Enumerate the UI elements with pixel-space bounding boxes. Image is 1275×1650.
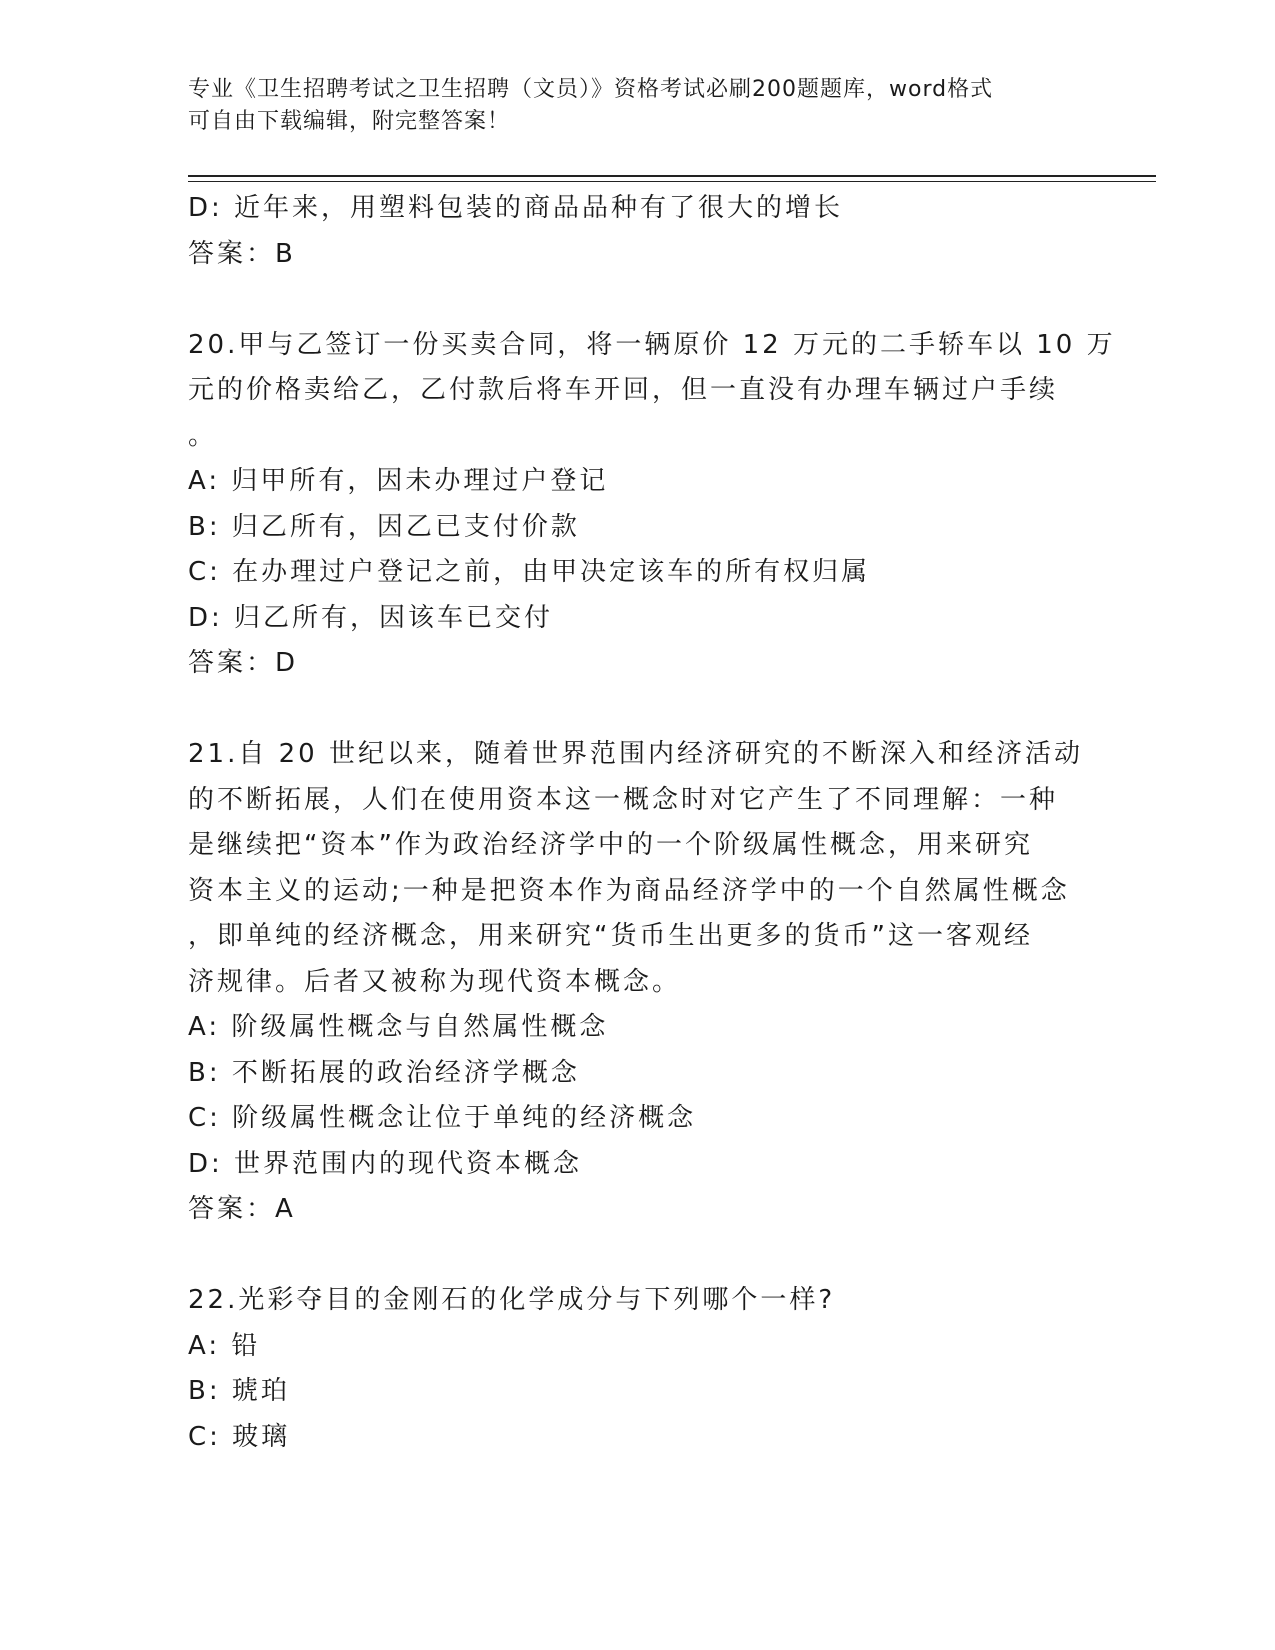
option-d: D: 归乙所有，因该车已交付	[188, 602, 554, 633]
header-line-1: 专业《卫生招聘考试之卫生招聘（文员）》资格考试必刷200题题库，word格式	[188, 77, 994, 102]
question-content	[188, 186, 1116, 1460]
answer-prev: 答案：B	[188, 238, 296, 269]
question-stem-line: ，即单纯的经济概念，用来研究“货币生出更多的货币”这一客观经	[188, 921, 1033, 951]
option-c: C: 玻璃	[188, 1421, 291, 1452]
spacer	[188, 277, 1078, 323]
spacer	[188, 687, 1078, 733]
question-stem-line: 20.甲与乙签订一份买卖合同，将一辆原价 12 万元的二手轿车以 10 万	[188, 329, 1116, 360]
option-d-prev: D: 近年来，用塑料包装的商品品种有了很大的增长	[188, 193, 844, 223]
question-stem-line: 元的价格卖给乙，乙付款后将车开回，但一直没有办理车辆过户手续	[188, 375, 1059, 405]
question-21	[188, 732, 1083, 1233]
question-20	[188, 323, 1116, 687]
answer: 答案：A	[188, 1194, 296, 1224]
header-line-2: 可自由下载编辑，附完整答案！	[188, 109, 511, 134]
option-d: D: 世界范围内的现代资本概念	[188, 1148, 583, 1179]
option-c: C: 阶级属性概念让位于单纯的经济概念	[188, 1103, 697, 1133]
option-b: B: 不断拓展的政治经济学概念	[188, 1057, 580, 1088]
option-a: A: 归甲所有，因未办理过户登记	[188, 466, 609, 496]
answer: 答案：D	[188, 648, 299, 678]
question-stem-line: 济规律。后者又被称为现代资本概念。	[188, 966, 682, 997]
question-stem-line: 的不断拓展，人们在使用资本这一概念时对它产生了不同理解：一种	[188, 784, 1059, 815]
option-a: A: 铅	[188, 1330, 261, 1361]
header-divider-thick	[188, 175, 1156, 177]
question-stem-line: 是继续把“资本”作为政治经济学中的一个阶级属性概念，用来研究	[188, 830, 1033, 860]
question-stem-line: 21.自 20 世纪以来，随着世界范围内经济研究的不断深入和经济活动	[188, 739, 1083, 769]
document-header	[188, 74, 1088, 138]
option-b: B: 琥珀	[188, 1376, 290, 1406]
option-b: B: 归乙所有，因乙已支付价款	[188, 511, 580, 542]
question-stem-line: 资本主义的运动;一种是把资本作为商品经济学中的一个自然属性概念	[188, 875, 1070, 906]
option-c: C: 在办理过户登记之前，由甲决定该车的所有权归属	[188, 557, 871, 587]
header-divider-thin	[188, 181, 1156, 182]
question-stem-line: 22.光彩夺目的金刚石的化学成分与下列哪个一样?	[188, 1285, 836, 1315]
option-a: A: 阶级属性概念与自然属性概念	[188, 1012, 609, 1042]
question-22	[188, 1278, 1078, 1460]
question-stem-line: 。	[188, 420, 218, 451]
spacer	[188, 1233, 1078, 1279]
